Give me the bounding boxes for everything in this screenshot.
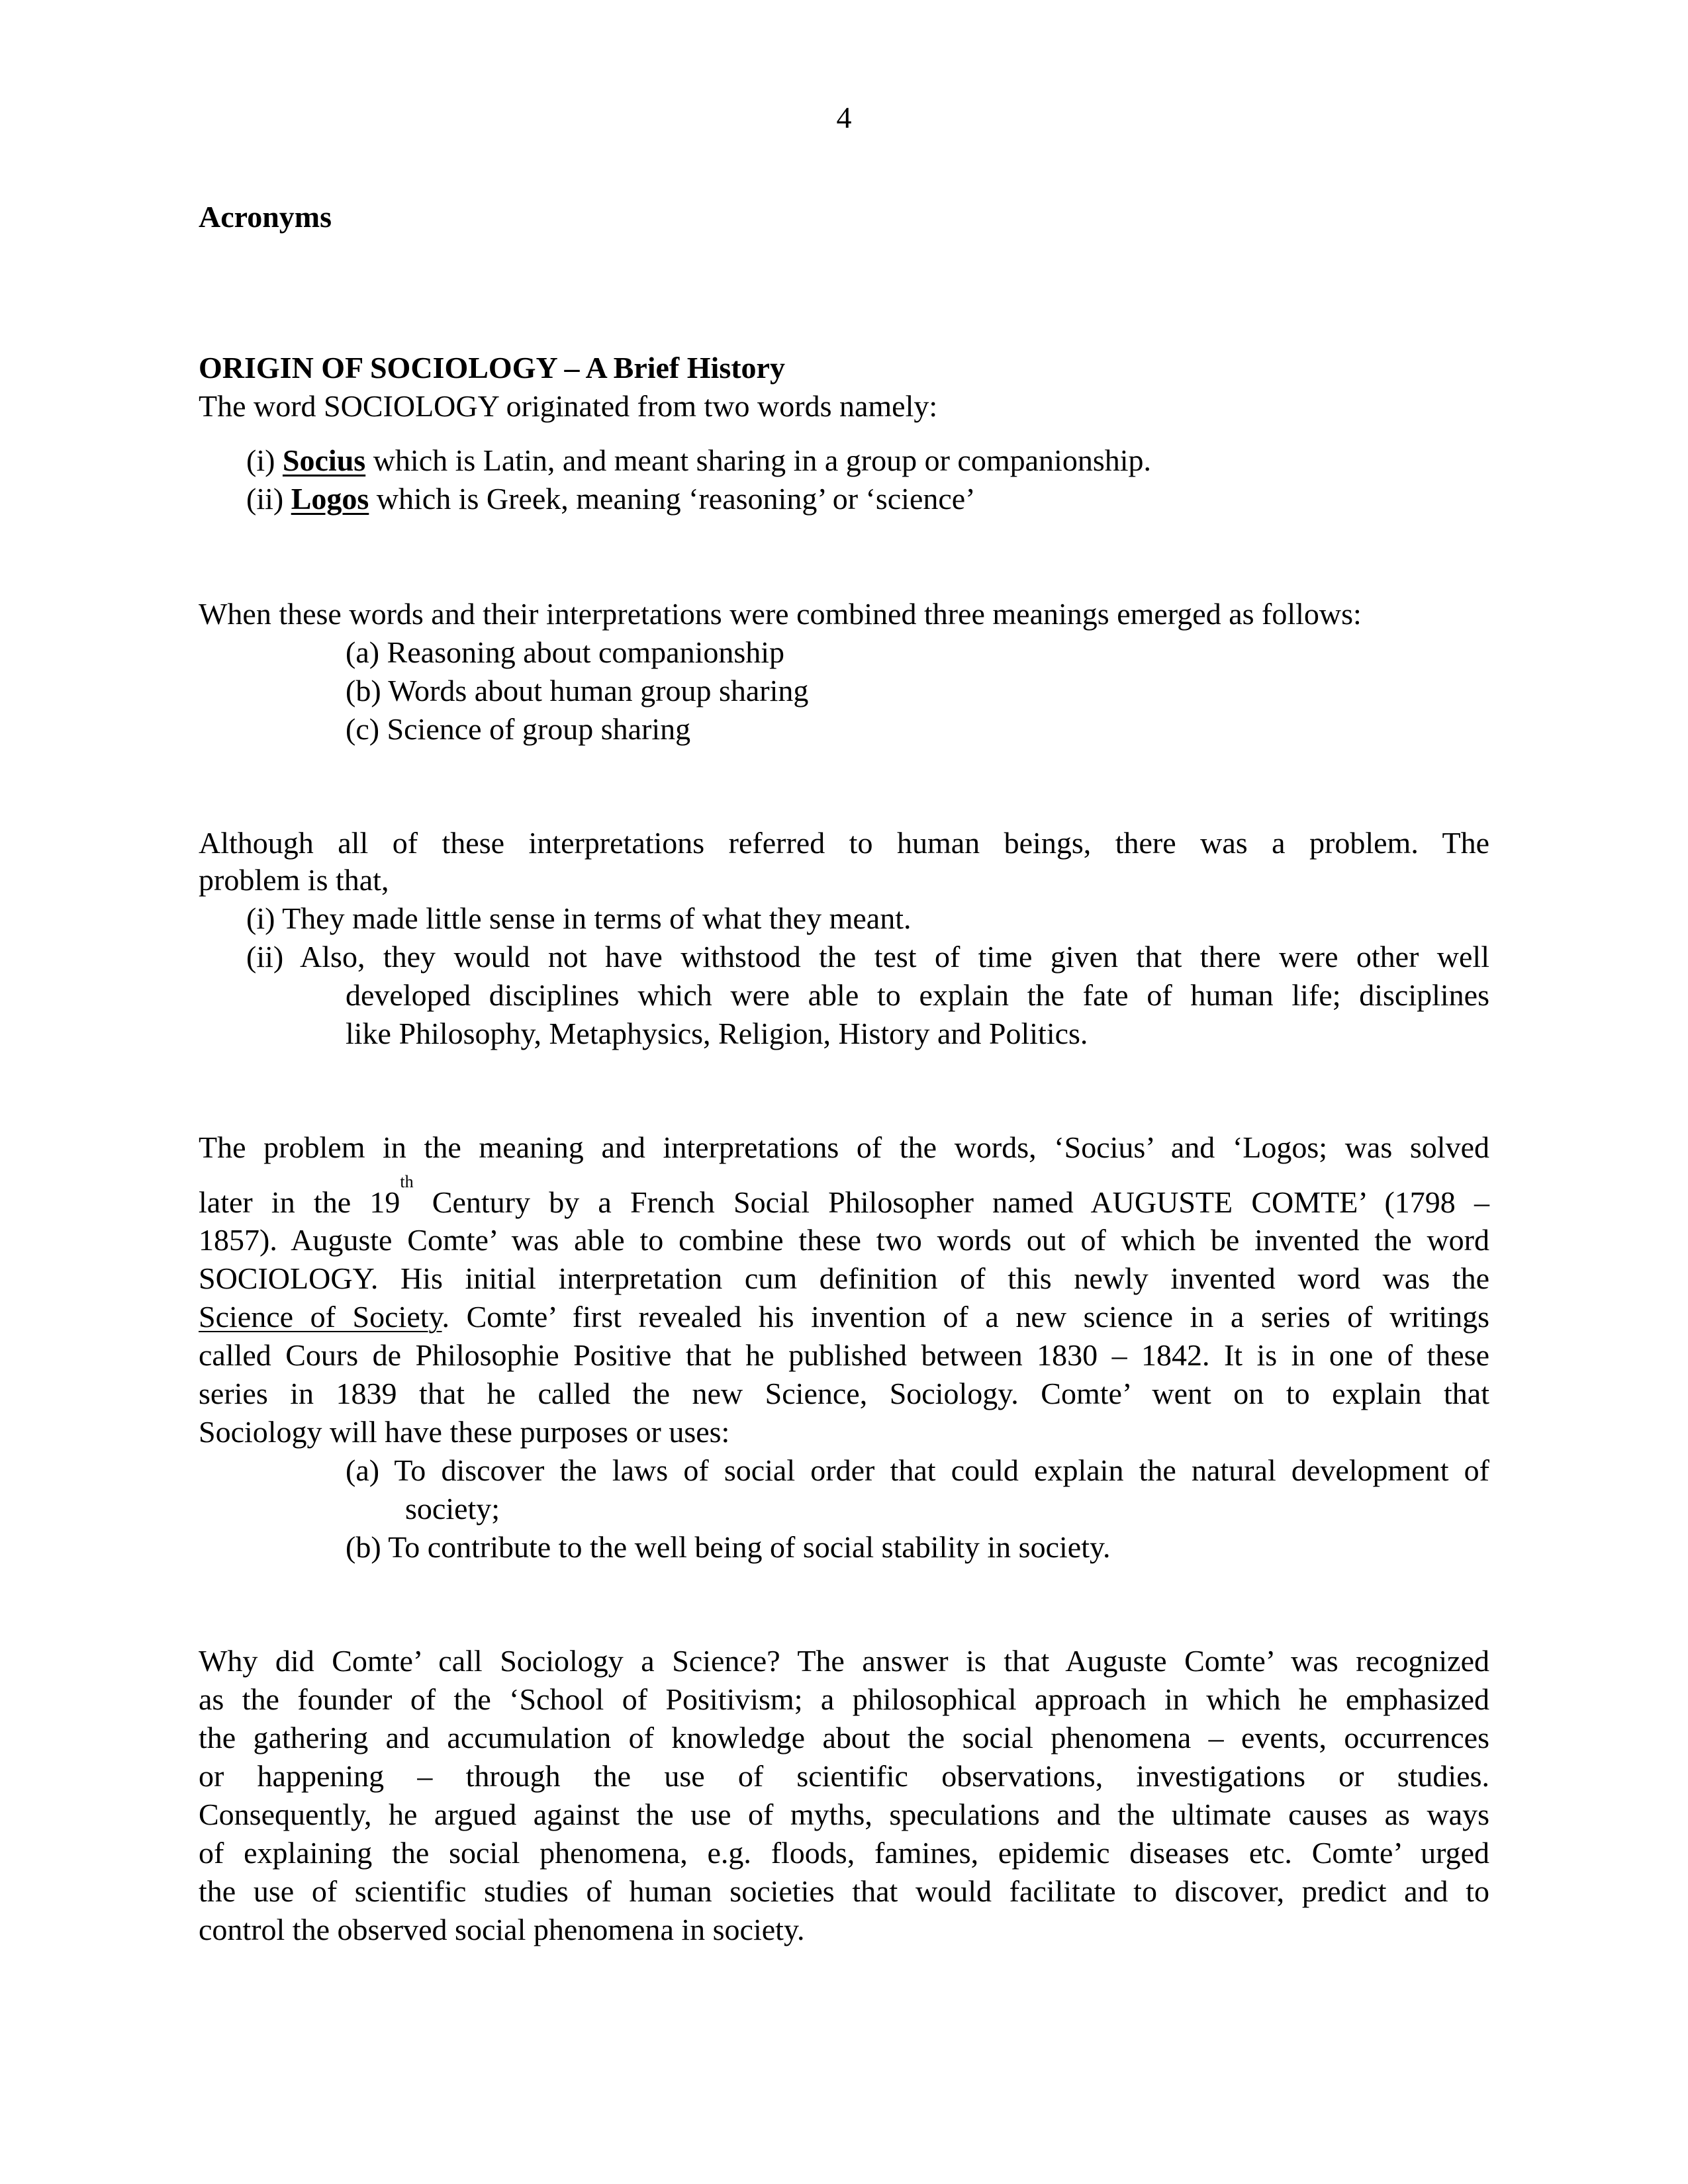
comte-paragraph-line <box>199 1172 1489 1221</box>
why-paragraph-line: Consequently, he argued against the use of myths, speculations and the ultimate causes as ways <box>199 1797 1489 1831</box>
why-paragraph-line: or happening – through the use of scientific observations, investigations or studies. <box>199 1759 1489 1793</box>
root-marker: (ii) <box>246 482 291 516</box>
comte-paragraph-line <box>199 1298 1489 1336</box>
meaning-item: (a) Reasoning about companionship <box>346 635 785 669</box>
page-number: 4 <box>836 101 852 134</box>
comte-paragraph-line: called Cours de Philosophie Positive that he published between 1830 – 1842. It is in one of these <box>199 1338 1489 1372</box>
comte-text: Century by a French Social Philosopher named AUGUSTE COMTE’ (1798 – <box>413 1185 1489 1219</box>
combined-intro: When these words and their interpretations were combined three meanings emerged as follows: <box>199 597 1362 631</box>
comte-paragraph-line: Sociology will have these purposes or uses: <box>199 1415 730 1449</box>
comte-paragraph-line: SOCIOLOGY. His initial interpretation cum definition of this newly invented word was the <box>199 1261 1489 1295</box>
root-description: which is Greek, meaning ‘reasoning’ or ‘science’ <box>369 482 976 516</box>
problem-item: (i) They made little sense in terms of what they meant. <box>246 901 912 935</box>
problem-item-continuation: developed disciplines which were able to explain the fate of human life; disciplines <box>346 978 1489 1012</box>
why-paragraph-line: the gathering and accumulation of knowledge about the social phenomena – events, occurrences <box>199 1721 1489 1754</box>
purpose-item-continuation: society; <box>405 1492 500 1525</box>
problem-paragraph-line: Although all of these interpretations referred to human beings, there was a problem. The <box>199 826 1489 860</box>
acronyms-heading: Acronyms <box>199 200 332 234</box>
comte-paragraph-line: series in 1839 that he called the new Science, Sociology. Comte’ went on to explain that <box>199 1377 1489 1410</box>
century-text: later in the 19 <box>199 1185 400 1219</box>
root-term-socius: Socius <box>282 443 366 477</box>
root-marker: (i) <box>246 443 283 477</box>
comte-text: . Comte’ first revealed his invention of a new science in a series of writings <box>442 1300 1489 1334</box>
root-item-logos <box>246 480 1489 518</box>
why-paragraph-line: of explaining the social phenomena, e.g. floods, famines, epidemic diseases etc. Comte’ urged <box>199 1836 1489 1870</box>
why-paragraph-line: the use of scientific studies of human societies that would facilitate to discover, predict and to <box>199 1874 1489 1908</box>
problem-item-continuation: like Philosophy, Metaphysics, Religion, History and Politics. <box>346 1017 1088 1050</box>
problem-item: (ii) Also, they would not have withstood the test of time given that there were other well <box>246 940 1489 974</box>
problem-paragraph-line: problem is that, <box>199 863 389 897</box>
ordinal-suffix: th <box>400 1172 414 1191</box>
science-of-society-text: Science of Society <box>199 1300 442 1334</box>
purpose-item: (b) To contribute to the well being of social stability in society. <box>346 1530 1111 1564</box>
intro-paragraph: The word SOCIOLOGY originated from two words namely: <box>199 389 938 423</box>
root-item-socius <box>246 442 1489 479</box>
section-title: ORIGIN OF SOCIOLOGY – A Brief History <box>199 351 785 385</box>
why-paragraph-line: control the observed social phenomena in society. <box>199 1913 805 1946</box>
meaning-item: (c) Science of group sharing <box>346 712 691 746</box>
why-paragraph-line: as the founder of the ‘School of Positivism; a philosophical approach in which he emphasized <box>199 1682 1489 1716</box>
comte-paragraph-line: The problem in the meaning and interpretations of the words, ‘Socius’ and ‘Logos; was solved <box>199 1130 1489 1164</box>
purpose-item: (a) To discover the laws of social order that could explain the natural development of <box>346 1453 1489 1487</box>
root-description: which is Latin, and meant sharing in a group or companionship. <box>365 443 1152 477</box>
meaning-item: (b) Words about human group sharing <box>346 674 809 707</box>
comte-paragraph-line: 1857). Auguste Comte’ was able to combine these two words out of which be invented the word <box>199 1223 1489 1257</box>
root-term-logos: Logos <box>291 482 369 516</box>
why-paragraph-line: Why did Comte’ call Sociology a Science? The answer is that Auguste Comte’ was recognized <box>199 1644 1489 1678</box>
